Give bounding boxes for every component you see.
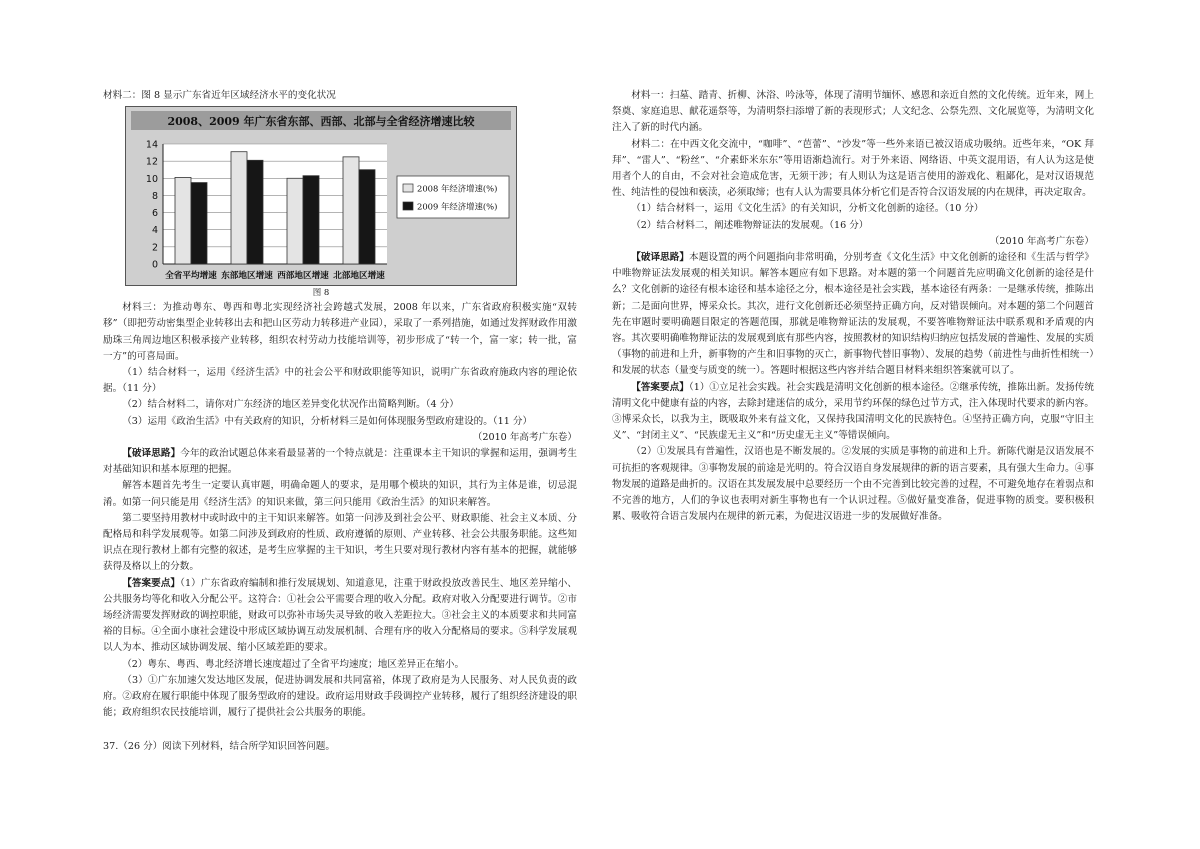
y-tick-label: 10 (145, 173, 158, 185)
right-question-2: （2）结合材料二，阐述唯物辩证法的发展观。（16 分） (631, 219, 869, 231)
question-1: （1）结合材料一，运用《经济生活》中的社会公平和财政职能等知识，说明广东省政府施政内容的理论依据。（11 分） (103, 367, 577, 395)
legend-label: 2009 年经济增速(%) (417, 201, 498, 212)
question-3: （3）运用《政治生活》中有关政府的知识，分析材料三是如何体现服务型政府建设的。（11 分） (122, 415, 533, 427)
right-analysis-label: 【破译思路】 (631, 252, 690, 264)
right-analysis-paragraph (612, 250, 1094, 380)
question-37: 37.（26 分）阅读下列材料，结合所学知识回答问题。 (103, 741, 335, 753)
right-exam-source: （2010 年高考广东卷） (989, 235, 1094, 247)
economy-growth-chart (125, 106, 517, 286)
explanation-paragraph-2: 第二要坚持用教材中或时政中的主干知识来解答。如第一问涉及到社会公平、财政职能、社会主义本质、分配格局和科学发展观等。如第二问涉及到政府的性质、政府遵循的原则、产业转移、社会公共服务职能。这些知识点在现行教材上都有完整的叙述，是考生应掌握的主干知识，考生只要对现行教材内容有基本的把握，就能够获得及格以上的分数。 (103, 512, 577, 573)
y-tick-label: 4 (151, 225, 158, 237)
left-column (103, 88, 577, 756)
chart-title: 2008、2009 年广东省东部、西部、北部与全省经济增速比较 (167, 115, 475, 129)
material3-text: 材料三：为推动粤东、粤西和粤北实现经济社会跨越式发展，2008 年以来，广东省政府积极实施“双转移”（即把劳动密集型企业转移出去和把山区劳动力转移进产业园），采取了一系列措施，如通过发挥财政作用激励珠三角周边地区积极承接产业转移，组织农村劳动力技能培训等，初步形成了“转一个，富一家；转一批，富一方”的可喜局面。 (103, 302, 577, 362)
answer-paragraph-2: （2）粤东、粤西、粤北经济增长速度超过了全省平均速度；地区差异正在缩小。 (122, 658, 465, 670)
bar-2008-1 (231, 152, 247, 264)
analysis-label: 【破译思路】 (122, 448, 181, 460)
y-tick-label: 8 (151, 191, 158, 203)
material1-text: 材料一：扫墓、踏青、折柳、沐浴、吟泳等，体现了清明节缅怀、感恩和亲近自然的文化传统。近年来，网上祭奠、家庭追思、献花遥祭等，为清明祭扫添增了新的表现形式；人文纪念、公祭先烈、文化展览等，为清明文化注入了新的时代内涵。 (612, 90, 1094, 134)
material2-text: 材料二：在中西文化交流中，“咖啡”、“芭蕾”、“沙发”等一些外来语已被汉语成功吸纳。近些年来，“OK 拜拜”、“雷人”、“粉丝”、“介素虾米东东”等用语渐趋流行。对于外来语、网络语、中英文混用语，有人认为这是使用者个人的自由，不会对社会造成危害，无须干涉；有人则认为这是语言使用的游戏化、粗鄙化，是对汉语规范性、纯洁性的侵蚀和亵渎，必须取缔；也有人认为需要具体分析它们是否符合汉语发展的内在规律，再决定取舍。 (612, 138, 1094, 199)
x-category-label: 东部地区增速 (221, 271, 273, 282)
right-answer-label: 【答案要点】 (631, 381, 689, 393)
bar-2009-1 (247, 160, 263, 264)
bar-2008-2 (287, 178, 303, 264)
y-tick-label: 12 (145, 156, 158, 168)
question-2: （2）结合材料二，请你对广东经济的地区差异变化状况作出简略判断。（4 分） (122, 399, 459, 411)
right-answer-1-text: （1）①立足社会实践。社会实践是清明文化创新的根本途径。②继承传统，推陈出新。发扬传统清明文化中健康有益的内容，去除封建迷信的成分，采用节约环保的绿色过节方式，注入体现时代要求的新内容。③博采众长，以我为主，既吸取外来有益文化，又保持我国清明文化的民族特色。④坚持正确方向，克服“守旧主义”、“封闭主义”、“民族虚无主义”和“历史虚无主义”等错误倾向。 (612, 381, 1094, 442)
y-tick-label: 14 (145, 139, 158, 151)
bar-2009-2 (303, 176, 319, 264)
answer-paragraph-1 (103, 576, 577, 657)
right-answer-paragraph-2: （2）①发展具有普遍性，汉语也是不断发展的。②发展的实质是事物的前进和上升。新陈代谢是汉语发展不可抗拒的客观规律。③事物发展的前途是光明的。符合汉语自身发展规律的新的语言要素，具有强大生命力。④事物发展的道路是曲折的。汉语在其发展发展中总要经历一个由不完善到比较完善的过程，不可避免地存在着弱点和不完善的地方，人们的争议也表明对新生事物也有一个认识过程。⑤做好量变准备，促进事物的质变。要积极积累、吸收符合语言发展内在规律的新元素，为促进汉语进一步的发展做好准备。 (612, 446, 1094, 523)
legend-box (397, 176, 509, 218)
x-category-label: 西部地区增速 (277, 271, 329, 282)
right-analysis-text: 本题设置的两个问题指向非常明确，分别考查《文化生活》中文化创新的途径和《生活与哲学》中唯物辩证法发展观的相关知识。解答本题应有如下思路。对本题的第一个问题首先应明确文化创新的途径是什么？文化创新的途径有根本途径和基本途径之分，根本途径是社会实践，基本途径有两条：一是继承传统，推陈出新；二是面向世界，博采众长。其次，进行文化创新还必须坚持正确方向，反对错误倾向。对本题的第二个问题首先在审题时要明确题目限定的答题范围，那就是唯物辩证法的发展观，不要答唯物辩证法中联系观和矛盾观的内容。其次要明确唯物辩证法的发展观到底有那些内容，按照教材的知识结构归纳应包括发展的普遍性、发展的实质（事物的前进和上升，新事物的产生和旧事物的灭亡，新事物代替旧事物）、发展的趋势（前进性与曲折性相统一）和发展的状态（量变与质变的统一）。答题时根据这些内容并结合题目材料来组织答案就可以了。 (612, 252, 1095, 377)
right-question-1: （1）结合材料一，运用《文化生活》的有关知识，分析文化创新的途径。（10 分） (631, 203, 984, 215)
chart-svg (125, 106, 517, 286)
answer-label: 【答案要点】 (122, 577, 181, 589)
answer-1-text: （1）广东省政府编制和推行发展规划、知道意见，注重于财政投放改善民生、地区差异缩小、公共服务均等化和收入分配公平。这符合：①社会公平需要合理的收入分配。政府对收入分配要进行调节。②市场经济需要发挥财政的调控职能，财政可以弥补市场失灵导致的收入差距拉大。③社会主义的本质要求和共同富裕的目标。④全面小康社会建设中形成区域协调互动发展机制、合理有序的收入分配格局的要求。⑤科学发展观以人为本、推动区域协调发展、缩小区域差距的要求。 (103, 577, 578, 654)
analysis-text: 今年的政治试题总体来看最显著的一个特点就是：注重课本主干知识的掌握和运用，强调考生对基础知识和基本原理的把握。 (103, 448, 578, 476)
x-category-label: 北部地区增速 (333, 271, 385, 282)
bar-2009-0 (191, 183, 207, 264)
right-column (612, 88, 1094, 525)
figure-caption: 图 8 (312, 288, 330, 299)
y-tick-label: 2 (151, 242, 158, 254)
exam-source: （2010 年高考广东卷） (472, 431, 577, 443)
x-category-label: 全省平均增速 (165, 271, 217, 282)
y-tick-label: 6 (151, 208, 158, 220)
material2-title: 材料二：图 8 显示广东省近年区域经济水平的变化状况 (103, 90, 336, 101)
right-answer-paragraph-1 (612, 380, 1094, 445)
answer-paragraph-3: （3）①广东加速欠发达地区发展，促进协调发展和共同富裕，体现了政府是为人民服务、对人民负责的政府。②政府在履行职能中体现了服务型政府的建设。政府运用财政手段调控产业转移，履行了组织经济建设的职能；政府组织农民技能培训，履行了提供社会公共服务的职能。 (103, 674, 577, 719)
y-tick-label: 0 (151, 259, 158, 271)
bar-2009-3 (359, 170, 375, 264)
legend-swatch (403, 184, 413, 192)
bar-2008-3 (343, 157, 359, 264)
analysis-paragraph (103, 446, 577, 478)
legend-swatch (403, 202, 413, 210)
explanation-paragraph-1: 解答本题首先考生一定要认真审题，明确命题人的要求，是用哪个模块的知识，其行为主体是谁，切忌混淆。如第一问只能是用《经济生活》的知识来做，第三问只能用《政治生活》的知识来解答。 (103, 480, 577, 508)
bar-2008-0 (175, 178, 191, 265)
legend-label: 2008 年经济增速(%) (417, 183, 498, 194)
